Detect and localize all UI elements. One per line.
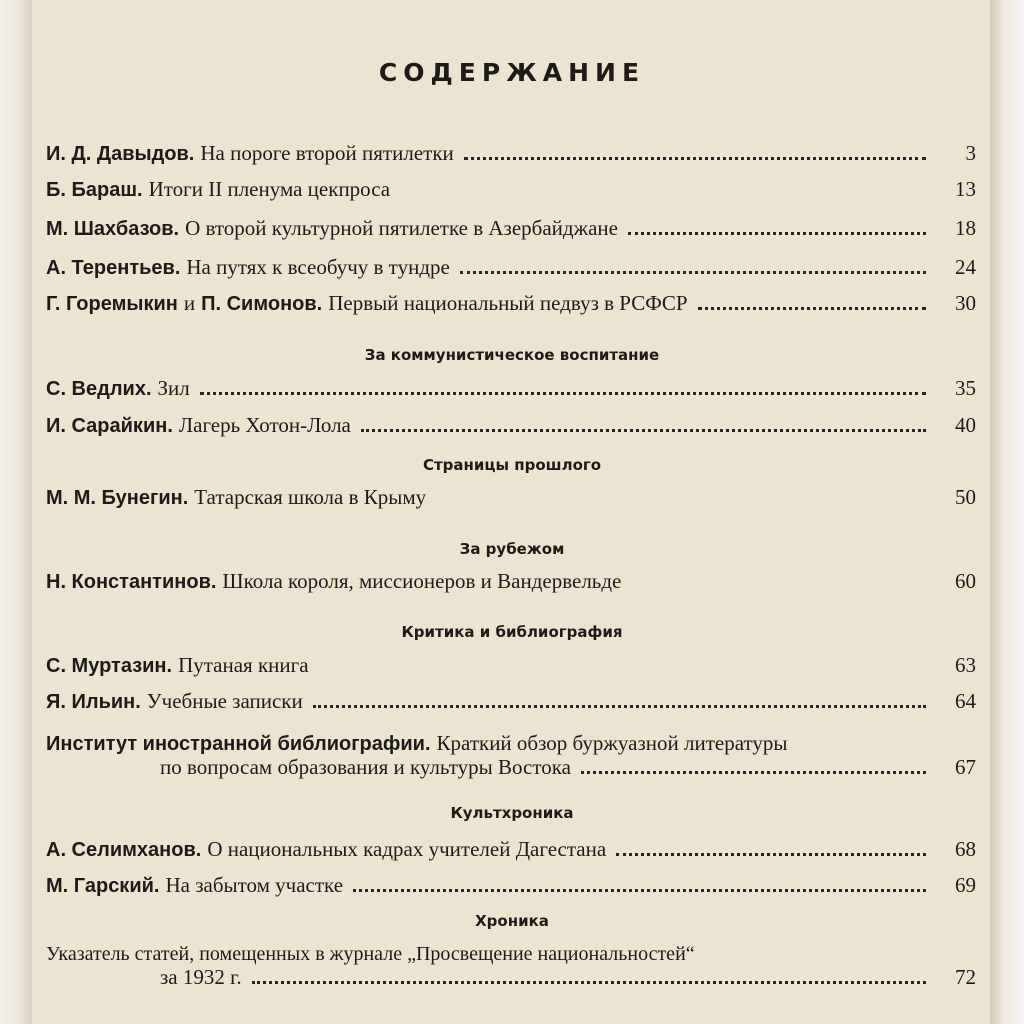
section-heading: Хроника [475, 912, 549, 930]
page-edge-right [990, 0, 1024, 1024]
toc-entry [46, 174, 976, 202]
page-title: СОДЕРЖАНИЕ [378, 58, 646, 87]
entry-page-number: 68 [955, 837, 976, 861]
section-heading: Страницы прошлого [422, 456, 602, 474]
entry-page-number: 64 [955, 689, 976, 713]
dot-leader [581, 771, 926, 774]
entry-title: Первый национальный педвуз в РСФСР [328, 291, 688, 315]
section-heading: За коммунистическое воспитание [364, 346, 660, 364]
toc-entry-continuation [160, 752, 976, 780]
section-heading: За рубежом [459, 540, 565, 558]
entry-author: М. М. Бунегин. [46, 487, 189, 509]
dot-leader [353, 889, 926, 892]
dot-leader [698, 307, 926, 310]
entry-title: по вопросам образования и культуры Востока [160, 755, 571, 779]
toc-entry [46, 410, 976, 438]
entry-author: С. Муртазин. [46, 655, 173, 677]
entry-author: Я. Ильин. [46, 691, 141, 713]
entry-page-number: 67 [955, 755, 976, 779]
entry-title: О второй культурной пятилетке в Азербайджане [185, 216, 618, 240]
dot-leader [313, 705, 926, 708]
entry-joiner: и [183, 291, 196, 315]
entry-author: П. Симонов. [201, 293, 323, 315]
toc-entry [46, 686, 976, 714]
toc-entry [46, 138, 976, 166]
section-heading: Культхроника [450, 804, 574, 822]
dot-leader [616, 853, 926, 856]
entry-title: На забытом участке [165, 873, 344, 897]
entry-author: А. Терентьев. [46, 257, 181, 279]
entry-title: Татарская школа в Крыму [194, 485, 427, 509]
toc-entry [46, 252, 976, 280]
dot-leader [200, 392, 926, 395]
toc-entry [46, 373, 976, 401]
entry-title: На путях к всеобучу в тундре [186, 255, 450, 279]
entry-title: Итоги II пленума цекпроса [148, 177, 391, 201]
entry-author: М. Шахбазов. [46, 218, 180, 240]
entry-page-number: 35 [955, 376, 976, 400]
entry-page-number: 24 [955, 255, 976, 279]
toc-entry [46, 288, 976, 316]
entry-author: Б. Бараш. [46, 179, 143, 201]
toc-entry-continuation [160, 962, 976, 990]
dot-leader [628, 232, 926, 235]
entry-page-number: 50 [955, 485, 976, 509]
entry-title: Зил [157, 376, 190, 400]
entry-author: Г. Горемыкин [46, 293, 178, 315]
entry-title: Указатель статей, помещенных в журнале „Просвещение национальностей“ [46, 943, 695, 965]
entry-page-number: 63 [955, 653, 976, 677]
toc-entry [46, 482, 976, 510]
entry-page-number: 40 [955, 413, 976, 437]
toc-entry [46, 213, 976, 241]
entry-page-number: 69 [955, 873, 976, 897]
toc-entry [46, 650, 976, 678]
entry-page-number: 18 [955, 216, 976, 240]
dot-leader [460, 271, 926, 274]
entry-page-number: 30 [955, 291, 976, 315]
entry-author: Институт иностранной библиографии. [46, 733, 431, 755]
dot-leader [464, 157, 926, 160]
entry-page-number: 13 [955, 177, 976, 201]
dot-leader [361, 429, 926, 432]
entry-author: М. Гарский. [46, 875, 160, 897]
entry-title: за 1932 г. [160, 965, 242, 989]
entry-title: Путаная книга [178, 653, 309, 677]
entry-title: Школа короля, миссионеров и Вандервельде [222, 569, 622, 593]
toc-entry [46, 834, 976, 862]
entry-title: На пороге второй пятилетки [200, 141, 454, 165]
entry-author: И. Сарайкин. [46, 415, 173, 437]
dot-leader [252, 981, 926, 984]
section-heading: Критика и библиография [401, 623, 623, 641]
entry-page-number: 72 [955, 965, 976, 989]
entry-page-number: 3 [965, 141, 976, 165]
entry-author: А. Селимханов. [46, 839, 202, 861]
entry-author: Н. Константинов. [46, 571, 217, 593]
entry-title: Краткий обзор буржуазной литературы [436, 731, 788, 755]
entry-title: О национальных кадрах учителей Дагестана [207, 837, 607, 861]
page-edge-left [0, 0, 32, 1024]
toc-entry [46, 566, 976, 594]
entry-author: С. Ведлих. [46, 378, 152, 400]
entry-title: Лагерь Хотон-Лола [178, 413, 351, 437]
toc-entry [46, 870, 976, 898]
entry-author: И. Д. Давыдов. [46, 143, 195, 165]
entry-title: Учебные записки [146, 689, 303, 713]
entry-page-number: 60 [955, 569, 976, 593]
